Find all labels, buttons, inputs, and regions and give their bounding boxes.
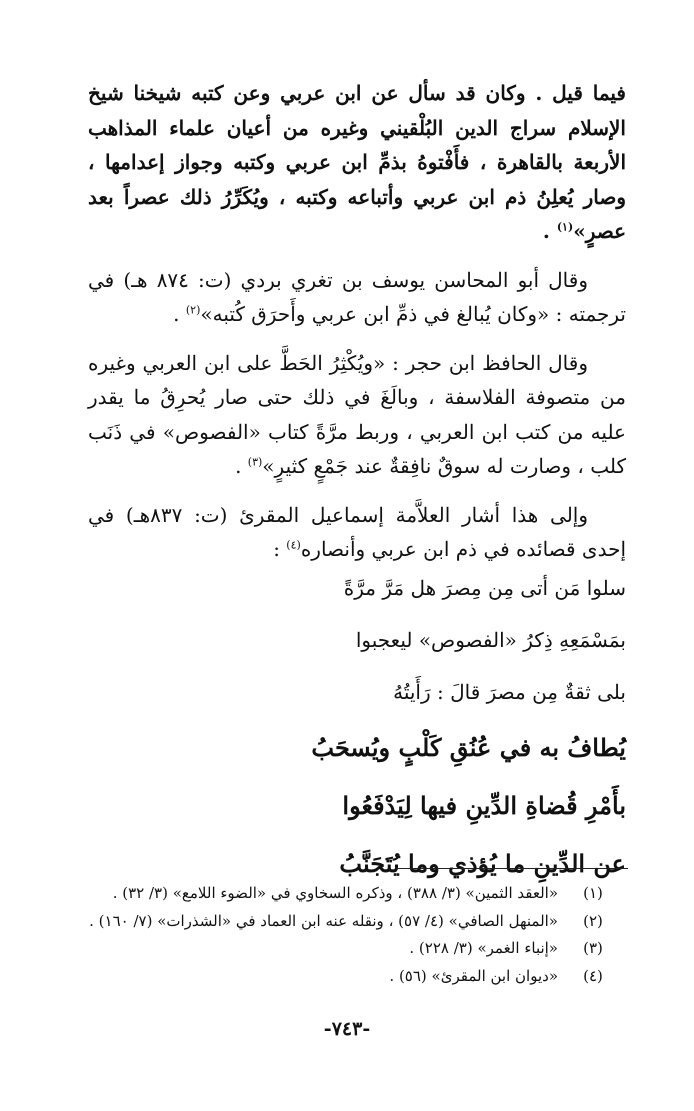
verse-line-3: بلى ثقةٌ مِن مصرَ قالَ : رَأَيتُهُ — [393, 679, 626, 704]
verse-line-4: يُطافُ به في عُنُقِ كَلْبٍ ويُسحَبُ — [311, 732, 626, 762]
paragraph-2 — [88, 263, 626, 332]
footnote-divider — [396, 868, 628, 869]
paragraph-1 — [88, 76, 626, 249]
paragraph-3-text: وقال الحافظ ابن حجر : «ويُكْثِرُ الحَطَّ على ابن العربي وغيره من متصوفة الفلاسفة ، وبالَغَ في ذلك حتى صار يُحرِقُ ما يقدر عليه من كتب ابن العربي ، وربط مرَّةً كتاب «الفصوص» في ذَنَب كلب ، وصارت له سوقٌ نافِقةٌ عند جَمْعٍ كثيرٍ» — [88, 350, 626, 478]
paragraph-3 — [88, 346, 626, 484]
footnote-ref-2: (٢) — [185, 303, 201, 317]
paragraph-1-text: فيما قيل . وكان قد سأل عن ابن عربي وعن كتبه شيخنا شيخ الإسلام سراج الدين البُلْقيني وغيره من أعيان علماء المذاهب الأربعة بالقاهرة ، فأَفْتوهُ بذمِّ ابن عربي وكتبه وجواز إعدامها ، وصار يُعلِنُ ذم ابن عربي وأتباعه وكتبه ، ويُكَرِّرُ ذلك عصراً بعد عصرٍ» — [88, 81, 626, 243]
paragraph-3-end: . — [235, 454, 242, 478]
footnote-ref-3: (٣) — [247, 455, 263, 469]
footnote-4 — [92, 963, 628, 991]
paragraph-2-text: وقال أبو المحاسن يوسف بن تغري بردي (ت: ٨٧٤ هـ) في ترجمته : «وكان يُبالغ في ذمِّ ابن عربي وأَحرَق كُتبه» — [88, 267, 626, 326]
footnote-number: (٣) — [583, 939, 603, 957]
paragraph-1-end: . — [542, 219, 550, 243]
paragraph-2-end: . — [173, 302, 180, 326]
paragraph-4 — [88, 498, 626, 567]
footnote-text: «المنهل الصافي» (٤/ ٥٧) ، ونقله عنه ابن العماد في «الشذرات» (٧/ ١٦٠) . — [89, 911, 558, 930]
footnote-ref-1: (١) — [556, 220, 574, 234]
verse-line-2: بمَسْمَعِهِ ذِكرُ «الفصوص» ليعجبوا — [355, 627, 626, 652]
footnote-text: «ديوان ابن المقرئ» (٥٦) . — [389, 966, 558, 985]
footnote-text: «إنباء الغمر» (٣/ ٢٢٨) . — [409, 939, 558, 957]
footnote-3 — [92, 935, 628, 963]
footnotes — [89, 880, 628, 990]
footnote-text: «العقد الثمين» (٣/ ٣٨٨) ، وذكره السخاوي في «الضوء اللامع» (٣/ ٣٢) . — [112, 884, 558, 902]
verse-line-6: عن الدِّينِ ما يُؤذي وما يُتَجَنَّبُ — [339, 848, 626, 878]
footnote-ref-4: (٤) — [286, 538, 301, 552]
paragraph-4-end: : — [273, 537, 280, 561]
paragraph-4-text: وإلى هذا أشار العلاَّمة إسماعيل المقرئ (ت: ٨٣٧هـ) في إحدى قصائده في ذم ابن عربي وأنصاره — [88, 502, 626, 561]
footnote-number: (٤) — [583, 966, 603, 985]
page-number: -٧٤٣- — [323, 1018, 371, 1040]
footnote-number: (٢) — [583, 911, 603, 930]
footnote-1 — [92, 880, 628, 908]
verse-line-5: بأَمْرِ قُضاةِ الدِّينِ فيها لِيَدْفَعُوا — [342, 790, 626, 820]
footnote-number: (١) — [583, 884, 603, 902]
verse-line-1: سلوا مَن أتى مِن مِصرَ هل مَرَّ مرَّةً — [343, 575, 626, 600]
footnote-2 — [89, 908, 628, 936]
